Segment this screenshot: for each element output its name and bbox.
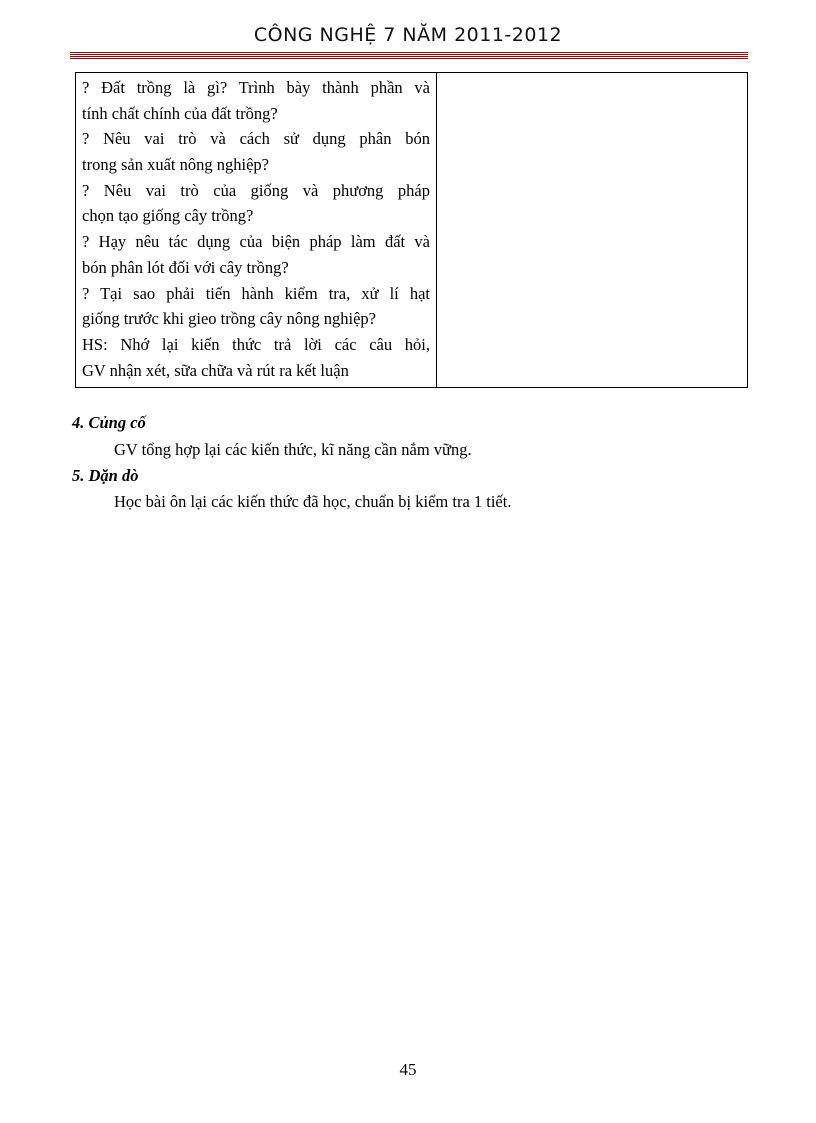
question-line: ? Tại sao phải tiến hành kiểm tra, xử lí hạt <box>82 283 430 303</box>
section-heading-cung-co: 4. Củng cố <box>72 413 146 432</box>
content-cell <box>437 73 748 388</box>
question-line: chọn tạo giống cây trồng? <box>82 206 254 226</box>
table-row <box>76 73 748 388</box>
question-line: trong sản xuất nông nghiệp? <box>82 155 269 175</box>
question-line: giống trước khi gieo trồng cây nông nghiệp? <box>82 309 376 329</box>
question-line: ? Hạy nêu tác dụng của biện pháp làm đất và <box>82 232 430 252</box>
question-line: ? Đất trồng là gì? Trình bày thành phần và <box>82 78 430 97</box>
question-line: tính chất chính của đất trồng? <box>82 103 278 123</box>
question-line: ? Nêu vai trò và cách sử dụng phân bón <box>82 129 430 149</box>
activity-cell <box>76 73 437 388</box>
page-header-title: CÔNG NGHỆ 7 NĂM 2011-2012 <box>253 24 563 46</box>
section-body-dan-do: Học bài ôn lại các kiến thức đã học, chuẩn bị kiểm tra 1 tiết. <box>114 492 512 511</box>
question-line: ? Nêu vai trò của giống và phương pháp <box>82 180 430 200</box>
lesson-table <box>75 72 748 388</box>
page-number: 45 <box>399 1060 417 1079</box>
student-activity-line: HS: Nhớ lại kiến thức trả lời các câu hỏi, <box>82 334 430 354</box>
section-body-cung-co: GV tổng hợp lại các kiến thức, kĩ năng cần nắm vững. <box>114 440 472 459</box>
section-heading-dan-do: 5. Dặn dò <box>72 466 139 485</box>
student-activity-line: GV nhận xét, sữa chữa và rút ra kết luận <box>82 360 349 380</box>
header-rule <box>70 52 748 57</box>
question-line: bón phân lót đối với cây trồng? <box>82 257 289 277</box>
